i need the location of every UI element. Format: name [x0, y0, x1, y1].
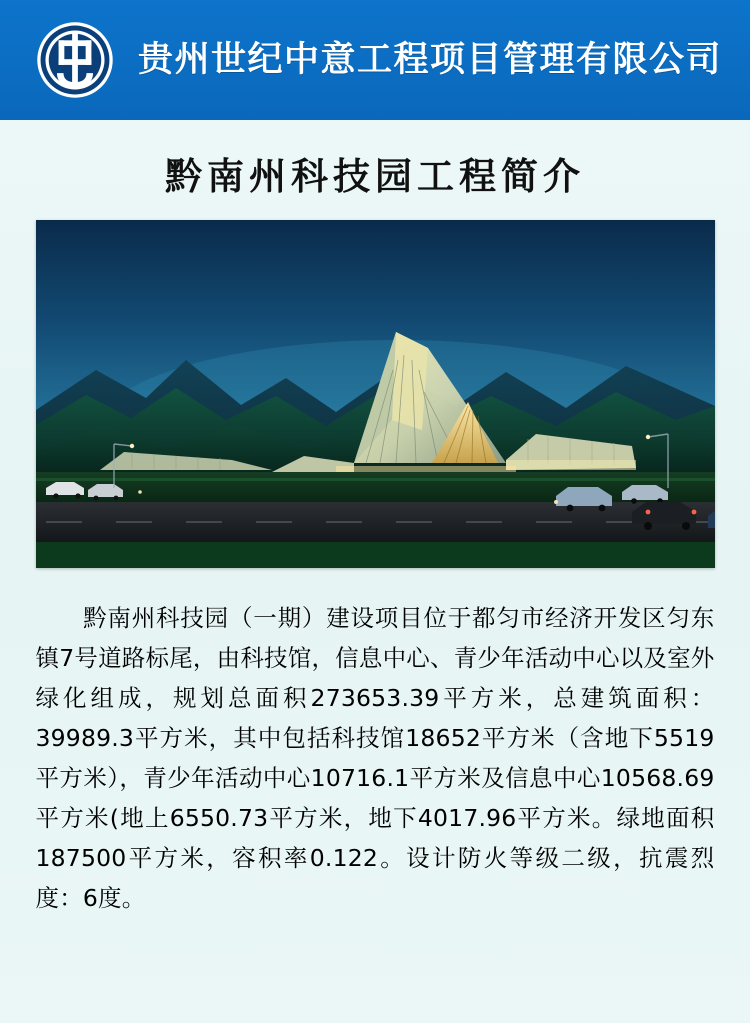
header-band — [0, 0, 750, 120]
company-name: 贵州世纪中意工程项目管理有限公司 — [138, 39, 723, 80]
company-emblem-icon — [34, 19, 116, 101]
page-title: 黔南州科技园工程简介 — [165, 155, 585, 198]
project-description — [36, 598, 715, 918]
architecture-render-image — [36, 220, 715, 568]
page-title-wrap — [0, 120, 750, 214]
project-description-text: 黔南州科技园（一期）建设项目位于都匀市经济开发区匀东镇7号道路标尾，由科技馆，信息中心、青少年活动中心以及室外绿化组成，规划总面积273653.39平方米，总建筑面积：39989.3平方米，其中包括科技馆18652平方米（含地下5519平方米），青少年活动中心10716.1平方米及信息中心10568.69平方米(地上6550.73平方米，地下4017.96平方米。绿地面积187500平方米，容积率0.122。设计防火等级二级，抗震烈度：6度。 — [35, 604, 715, 912]
